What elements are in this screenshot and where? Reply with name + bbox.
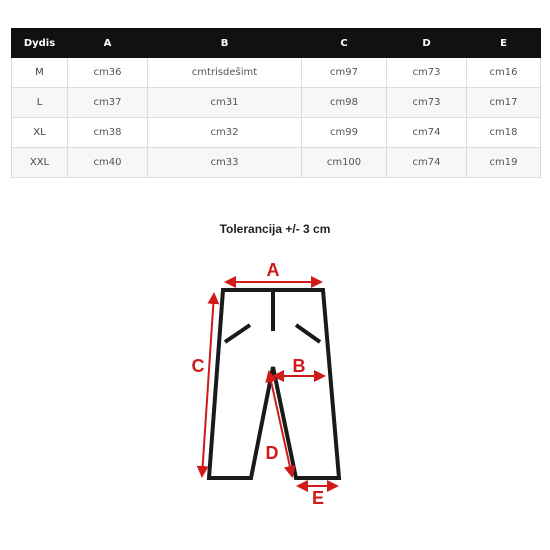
cell-e: cm16 [467, 58, 541, 88]
cell-c: cm99 [302, 118, 387, 148]
header-c: C [302, 29, 387, 58]
header-e: E [467, 29, 541, 58]
cell-e: cm19 [467, 148, 541, 178]
size-cell: XL [12, 118, 68, 148]
cell-c: cm100 [302, 148, 387, 178]
header-d: D [387, 29, 467, 58]
label-e: E [311, 488, 325, 508]
cell-c: cm97 [302, 58, 387, 88]
label-d: D [265, 443, 279, 463]
size-cell: XXL [12, 148, 68, 178]
cell-b: cm32 [148, 118, 302, 148]
header-size: Dydis [12, 29, 68, 58]
label-a: A [266, 260, 280, 280]
cell-a: cm40 [68, 148, 148, 178]
cell-b: cmtrisdešimt [148, 58, 302, 88]
cell-e: cm18 [467, 118, 541, 148]
cell-e: cm17 [467, 88, 541, 118]
cell-d: cm74 [387, 118, 467, 148]
cell-b: cm33 [148, 148, 302, 178]
size-cell: M [12, 58, 68, 88]
tolerance-note: Tolerancija +/- 3 cm [219, 222, 331, 236]
cell-d: cm73 [387, 88, 467, 118]
header-b: B [148, 29, 302, 58]
cell-c: cm98 [302, 88, 387, 118]
header-a: A [68, 29, 148, 58]
label-c: C [191, 356, 205, 376]
cell-a: cm37 [68, 88, 148, 118]
cell-a: cm36 [68, 58, 148, 88]
label-b: B [292, 356, 306, 376]
size-cell: L [12, 88, 68, 118]
cell-d: cm73 [387, 58, 467, 88]
cell-d: cm74 [387, 148, 467, 178]
cell-a: cm38 [68, 118, 148, 148]
cell-b: cm31 [148, 88, 302, 118]
